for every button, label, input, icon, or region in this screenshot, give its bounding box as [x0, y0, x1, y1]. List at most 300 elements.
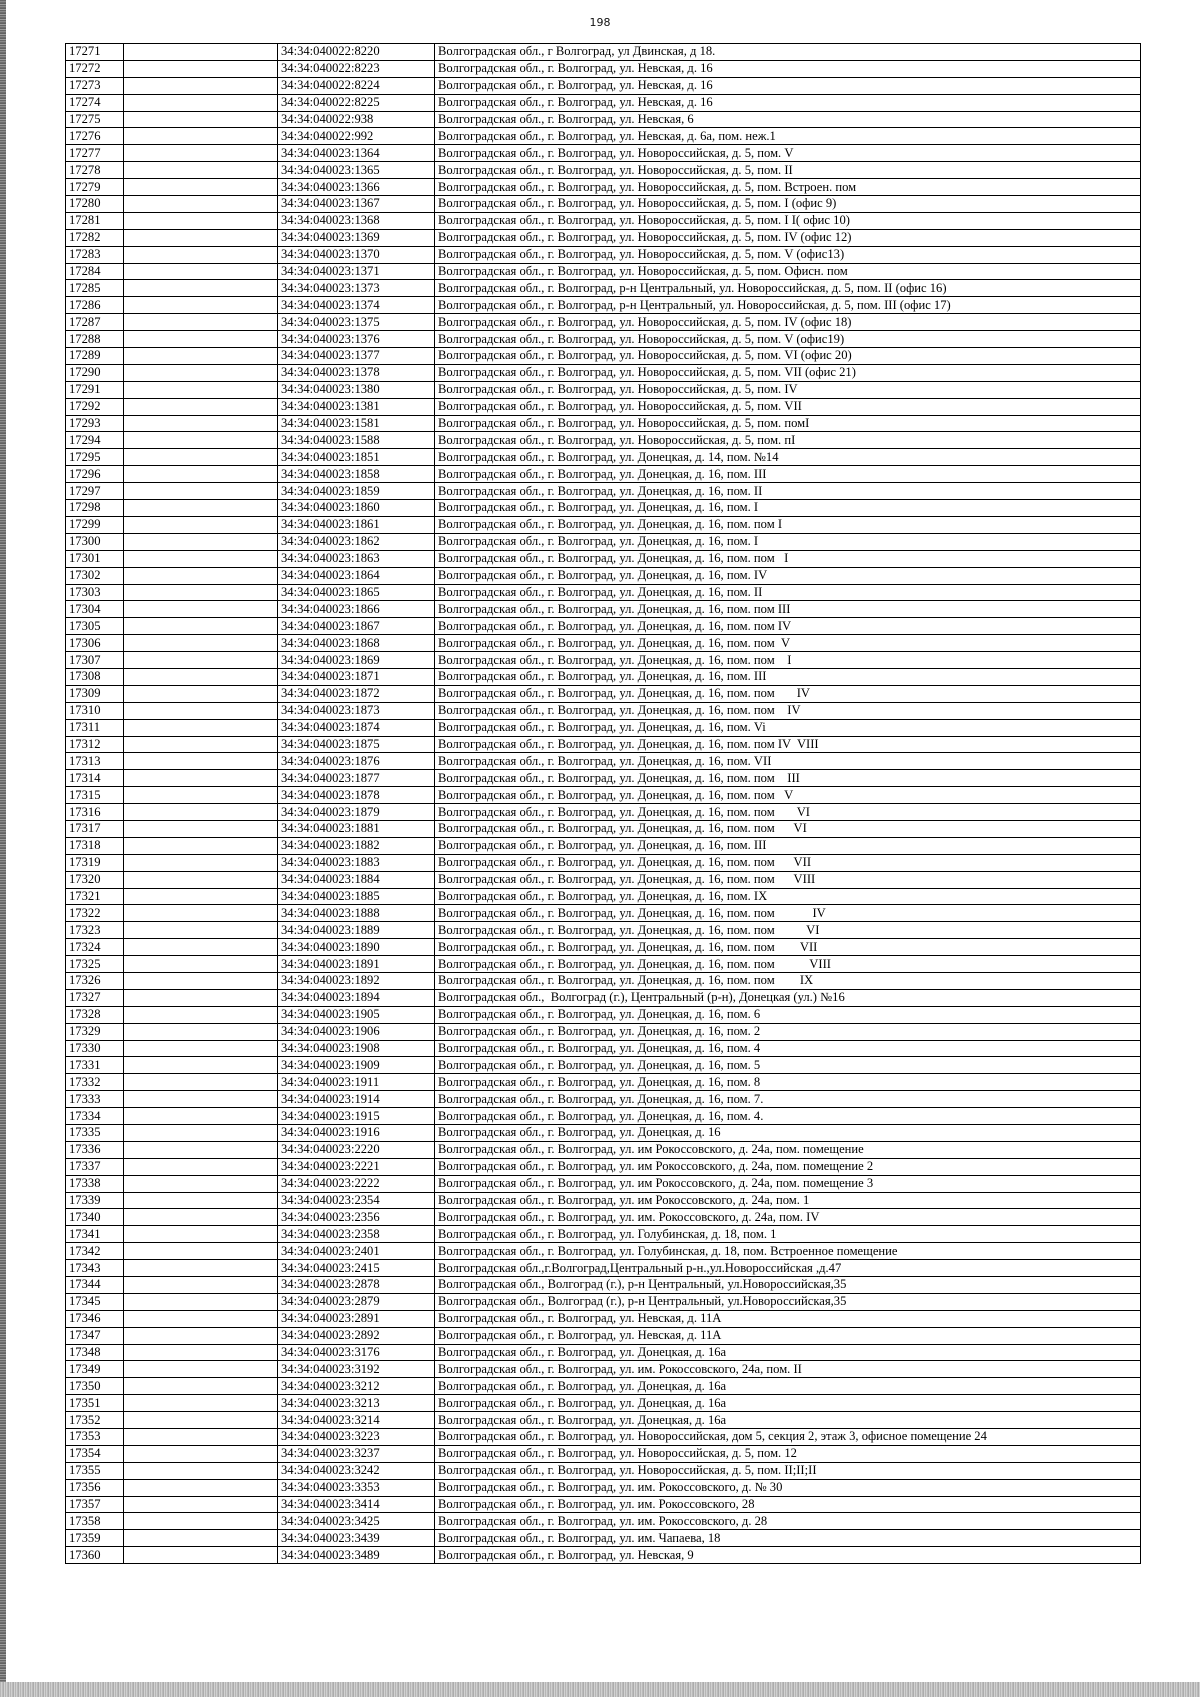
cadastral-number-cell: 34:34:040023:2892: [278, 1327, 435, 1344]
cadastral-number-cell: 34:34:040023:3192: [278, 1361, 435, 1378]
row-number-cell: 17302: [66, 567, 124, 584]
address-cell: Волгоградская обл., г. Волгоград, ул. Новороссийская, д. 5, пом. I I( офис 10): [435, 212, 1141, 229]
table-row: [66, 1310, 1141, 1327]
address-cell: Волгоградская обл., г. Волгоград, ул. Новороссийская, д. 5, пом. IV: [435, 381, 1141, 398]
cadastral-number-cell: 34:34:040023:1876: [278, 753, 435, 770]
cadastral-number-cell: 34:34:040023:1878: [278, 787, 435, 804]
row-number-cell: 17277: [66, 145, 124, 162]
row-number-cell: 17341: [66, 1226, 124, 1243]
row-number-cell: 17275: [66, 111, 124, 128]
cadastral-number-cell: 34:34:040023:1364: [278, 145, 435, 162]
row-number-cell: 17297: [66, 483, 124, 500]
empty-cell: [124, 1141, 278, 1158]
empty-cell: [124, 820, 278, 837]
table-row: [66, 702, 1141, 719]
table-row: [66, 111, 1141, 128]
cadastral-number-cell: 34:34:040023:1378: [278, 364, 435, 381]
address-cell: Волгоградская обл., г. Волгоград, ул. Донецкая, д. 16, пом. I: [435, 533, 1141, 550]
row-number-cell: 17331: [66, 1057, 124, 1074]
address-cell: Волгоградская обл., г. Волгоград, ул. им Рокоссовского, д. 24а, пом. помещение 3: [435, 1175, 1141, 1192]
table-row: [66, 297, 1141, 314]
row-number-cell: 17353: [66, 1429, 124, 1446]
cadastral-number-cell: 34:34:040022:8224: [278, 77, 435, 94]
empty-cell: [124, 668, 278, 685]
table-row: [66, 837, 1141, 854]
address-cell: Волгоградская обл., Волгоград (г.), р-н Центральный, ул.Новороссийская,35: [435, 1293, 1141, 1310]
address-cell: Волгоградская обл., г. Волгоград, ул. Донецкая, д. 16, пом. III: [435, 837, 1141, 854]
address-cell: Волгоградская обл., г. Волгоград, ул. им. Рокоссовского, д. № 30: [435, 1479, 1141, 1496]
table-row: [66, 668, 1141, 685]
empty-cell: [124, 196, 278, 213]
row-number-cell: 17328: [66, 1006, 124, 1023]
cadastral-number-cell: 34:34:040023:1882: [278, 837, 435, 854]
cadastral-number-cell: 34:34:040023:1370: [278, 246, 435, 263]
cadastral-number-cell: 34:34:040023:3439: [278, 1530, 435, 1547]
table-row: [66, 381, 1141, 398]
row-number-cell: 17286: [66, 297, 124, 314]
empty-cell: [124, 1496, 278, 1513]
cadastral-number-cell: 34:34:040023:1868: [278, 635, 435, 652]
address-cell: Волгоградская обл., г. Волгоград, ул. им Рокоссовского, д. 24а, пом. помещение 2: [435, 1158, 1141, 1175]
table-row: [66, 804, 1141, 821]
address-cell: Волгоградская обл., г. Волгоград, ул. Донецкая, д. 16, пом. Vi: [435, 719, 1141, 736]
table-row: [66, 94, 1141, 111]
cadastral-number-cell: 34:34:040023:1381: [278, 398, 435, 415]
scan-left-edge: [0, 0, 6, 1697]
row-number-cell: 17287: [66, 314, 124, 331]
row-number-cell: 17299: [66, 516, 124, 533]
cadastral-number-cell: 34:34:040023:1861: [278, 516, 435, 533]
row-number-cell: 17352: [66, 1412, 124, 1429]
address-cell: Волгоградская обл., г. Волгоград, ул. Новороссийская, д. 5, пом. помI: [435, 415, 1141, 432]
address-cell: Волгоградская обл., г. Волгоград, ул. Невская, д. 16: [435, 60, 1141, 77]
row-number-cell: 17348: [66, 1344, 124, 1361]
cadastral-number-cell: 34:34:040023:1871: [278, 668, 435, 685]
row-number-cell: 17317: [66, 820, 124, 837]
cadastral-number-cell: 34:34:040023:1909: [278, 1057, 435, 1074]
address-cell: Волгоградская обл., г. Волгоград, ул. Новороссийская, д. 5, пом. VI (офис 20): [435, 348, 1141, 365]
address-cell: Волгоградская обл., г. Волгоград, ул. Донецкая, д. 16, пом. пом III: [435, 601, 1141, 618]
row-number-cell: 17325: [66, 956, 124, 973]
empty-cell: [124, 1395, 278, 1412]
empty-cell: [124, 314, 278, 331]
cadastral-number-cell: 34:34:040023:1368: [278, 212, 435, 229]
row-number-cell: 17282: [66, 229, 124, 246]
empty-cell: [124, 1074, 278, 1091]
empty-cell: [124, 263, 278, 280]
table-row: [66, 989, 1141, 1006]
row-number-cell: 17343: [66, 1260, 124, 1277]
address-cell: Волгоградская обл., г. Волгоград, ул. Донецкая, д. 16, пом. III: [435, 668, 1141, 685]
table-row: [66, 364, 1141, 381]
table-row: [66, 1378, 1141, 1395]
table-row: [66, 550, 1141, 567]
empty-cell: [124, 1209, 278, 1226]
address-cell: Волгоградская обл., г. Волгоград, ул. Новороссийская, д. 5, пом. 12: [435, 1445, 1141, 1462]
table-row: [66, 956, 1141, 973]
address-cell: Волгоградская обл., г. Волгоград, ул. им Рокоссовского, д. 24а, пом. 1: [435, 1192, 1141, 1209]
cadastral-number-cell: 34:34:040023:1894: [278, 989, 435, 1006]
address-cell: Волгоградская обл., г. Волгоград, ул. Донецкая, д. 16а: [435, 1378, 1141, 1395]
cadastral-number-cell: 34:34:040023:1915: [278, 1108, 435, 1125]
cadastral-number-cell: 34:34:040023:1873: [278, 702, 435, 719]
cadastral-number-cell: 34:34:040023:3237: [278, 1445, 435, 1462]
row-number-cell: 17313: [66, 753, 124, 770]
cadastral-number-cell: 34:34:040023:1889: [278, 922, 435, 939]
address-cell: Волгоградская обл., г. Волгоград, ул. Новороссийская, д. 5, пом. IV (офис 12): [435, 229, 1141, 246]
address-cell: Волгоградская обл., г. Волгоград, ул. Донецкая, д. 16, пом. пом VII: [435, 939, 1141, 956]
empty-cell: [124, 60, 278, 77]
cadastral-number-cell: 34:34:040023:2354: [278, 1192, 435, 1209]
table-row: [66, 1412, 1141, 1429]
cadastral-number-cell: 34:34:040023:1884: [278, 871, 435, 888]
row-number-cell: 17329: [66, 1023, 124, 1040]
row-number-cell: 17305: [66, 618, 124, 635]
cadastral-number-cell: 34:34:040023:2401: [278, 1243, 435, 1260]
address-cell: Волгоградская обл., г. Волгоград, ул. им. Чапаева, 18: [435, 1530, 1141, 1547]
empty-cell: [124, 736, 278, 753]
empty-cell: [124, 972, 278, 989]
address-cell: Волгоградская обл., г. Волгоград, ул. им Рокоссовского, д. 24а, пом. помещение: [435, 1141, 1141, 1158]
empty-cell: [124, 145, 278, 162]
address-cell: Волгоградская обл., г. Волгоград, ул. Невская, д. 16: [435, 94, 1141, 111]
row-number-cell: 17300: [66, 533, 124, 550]
row-number-cell: 17279: [66, 179, 124, 196]
table-row: [66, 246, 1141, 263]
table-row: [66, 483, 1141, 500]
empty-cell: [124, 162, 278, 179]
row-number-cell: 17285: [66, 280, 124, 297]
address-cell: Волгоградская обл., г. Волгоград, ул. Новороссийская, д. 5, пом. Офисн. пом: [435, 263, 1141, 280]
empty-cell: [124, 956, 278, 973]
table-row: [66, 1277, 1141, 1294]
table-row: [66, 1395, 1141, 1412]
table-row: [66, 787, 1141, 804]
row-number-cell: 17311: [66, 719, 124, 736]
table-row: [66, 922, 1141, 939]
table-row: [66, 1344, 1141, 1361]
address-cell: Волгоградская обл., г. Волгоград, ул. Невская, д. 16: [435, 77, 1141, 94]
address-cell: Волгоградская обл., г. Волгоград, ул. Донецкая, д. 16, пом. пом VI: [435, 804, 1141, 821]
cadastral-number-cell: 34:34:040023:1872: [278, 685, 435, 702]
empty-cell: [124, 888, 278, 905]
cadastral-number-cell: 34:34:040022:938: [278, 111, 435, 128]
table-row: [66, 432, 1141, 449]
empty-cell: [124, 1158, 278, 1175]
empty-cell: [124, 1226, 278, 1243]
cadastral-number-cell: 34:34:040023:2878: [278, 1277, 435, 1294]
table-row: [66, 584, 1141, 601]
table-row: [66, 466, 1141, 483]
empty-cell: [124, 1091, 278, 1108]
row-number-cell: 17304: [66, 601, 124, 618]
row-number-cell: 17339: [66, 1192, 124, 1209]
empty-cell: [124, 297, 278, 314]
table-row: [66, 1547, 1141, 1564]
empty-cell: [124, 449, 278, 466]
address-cell: Волгоградская обл., г. Волгоград, ул. Донецкая, д. 16а: [435, 1344, 1141, 1361]
empty-cell: [124, 635, 278, 652]
cadastral-number-cell: 34:34:040023:2358: [278, 1226, 435, 1243]
table-row: [66, 212, 1141, 229]
cadastral-number-cell: 34:34:040023:3176: [278, 1344, 435, 1361]
empty-cell: [124, 652, 278, 669]
row-number-cell: 17318: [66, 837, 124, 854]
cadastral-number-cell: 34:34:040023:1375: [278, 314, 435, 331]
table-row: [66, 601, 1141, 618]
empty-cell: [124, 212, 278, 229]
table-row: [66, 1513, 1141, 1530]
row-number-cell: 17310: [66, 702, 124, 719]
cadastral-number-cell: 34:34:040023:1863: [278, 550, 435, 567]
cadastral-number-cell: 34:34:040023:1858: [278, 466, 435, 483]
address-cell: Волгоградская обл., г. Волгоград, ул. Донецкая, д. 16, пом. пом IX: [435, 972, 1141, 989]
row-number-cell: 17355: [66, 1462, 124, 1479]
cadastral-number-cell: 34:34:040023:1588: [278, 432, 435, 449]
empty-cell: [124, 246, 278, 263]
empty-cell: [124, 128, 278, 145]
table-row: [66, 1243, 1141, 1260]
address-cell: Волгоградская обл., г. Волгоград, ул. Донецкая, д. 16, пом. пом V: [435, 635, 1141, 652]
row-number-cell: 17272: [66, 60, 124, 77]
empty-cell: [124, 533, 278, 550]
row-number-cell: 17288: [66, 331, 124, 348]
row-number-cell: 17346: [66, 1310, 124, 1327]
empty-cell: [124, 398, 278, 415]
cadastral-number-cell: 34:34:040023:2220: [278, 1141, 435, 1158]
table-row: [66, 449, 1141, 466]
row-number-cell: 17315: [66, 787, 124, 804]
row-number-cell: 17306: [66, 635, 124, 652]
cadastral-number-cell: 34:34:040023:3242: [278, 1462, 435, 1479]
cadastral-number-cell: 34:34:040023:1908: [278, 1040, 435, 1057]
table-row: [66, 871, 1141, 888]
row-number-cell: 17326: [66, 972, 124, 989]
page-number: 198: [589, 16, 611, 29]
empty-cell: [124, 483, 278, 500]
address-cell: Волгоградская обл., г. Волгоград, ул. Донецкая, д. 16, пом. 5: [435, 1057, 1141, 1074]
table-row: [66, 939, 1141, 956]
empty-cell: [124, 1547, 278, 1564]
cadastral-number-cell: 34:34:040023:1916: [278, 1125, 435, 1142]
empty-cell: [124, 500, 278, 517]
address-cell: Волгоградская обл., г. Волгоград, ул. Донецкая, д. 16, пом. пом VI: [435, 922, 1141, 939]
empty-cell: [124, 1192, 278, 1209]
empty-cell: [124, 1277, 278, 1294]
empty-cell: [124, 854, 278, 871]
table-row: [66, 1445, 1141, 1462]
empty-cell: [124, 685, 278, 702]
table-row: [66, 635, 1141, 652]
table-row: [66, 1074, 1141, 1091]
table-row: [66, 1462, 1141, 1479]
table-row: [66, 1040, 1141, 1057]
cadastral-number-cell: 34:34:040023:1879: [278, 804, 435, 821]
table-row: [66, 196, 1141, 213]
row-number-cell: 17273: [66, 77, 124, 94]
row-number-cell: 17357: [66, 1496, 124, 1513]
table-row: [66, 348, 1141, 365]
empty-cell: [124, 1445, 278, 1462]
table-row: [66, 1260, 1141, 1277]
cadastral-number-cell: 34:34:040023:1914: [278, 1091, 435, 1108]
cadastral-number-cell: 34:34:040023:1883: [278, 854, 435, 871]
table-row: [66, 331, 1141, 348]
cadastral-number-cell: 34:34:040023:1380: [278, 381, 435, 398]
table-row: [66, 736, 1141, 753]
table-row: [66, 820, 1141, 837]
row-number-cell: 17324: [66, 939, 124, 956]
address-cell: Волгоградская обл., г. Волгоград, ул. Новороссийская, д. 5, пом. VII (офис 21): [435, 364, 1141, 381]
empty-cell: [124, 179, 278, 196]
empty-cell: [124, 1429, 278, 1446]
empty-cell: [124, 229, 278, 246]
address-cell: Волгоградская обл., г. Волгоград, ул. им. Рокоссовского, 24а, пом. II: [435, 1361, 1141, 1378]
row-number-cell: 17283: [66, 246, 124, 263]
table-row: [66, 1479, 1141, 1496]
address-cell: Волгоградская обл., г. Волгоград, ул. Донецкая, д. 16, пом. пом IV: [435, 905, 1141, 922]
address-cell: Волгоградская обл., г. Волгоград, ул. Донецкая, д. 16, пом. 7.: [435, 1091, 1141, 1108]
cadastral-number-cell: 34:34:040023:1860: [278, 500, 435, 517]
address-cell: Волгоградская обл., г. Волгоград, ул. Новороссийская, д. 5, пом. V (офис19): [435, 331, 1141, 348]
address-cell: Волгоградская обл., г. Волгоград, ул. им. Рокоссовского, 28: [435, 1496, 1141, 1513]
row-number-cell: 17296: [66, 466, 124, 483]
address-cell: Волгоградская обл., г. Волгоград, ул. Новороссийская, дом 5, секция 2, этаж 3, офисное помещение 24: [435, 1429, 1141, 1446]
empty-cell: [124, 381, 278, 398]
cadastral-number-cell: 34:34:040023:2221: [278, 1158, 435, 1175]
cadastral-number-cell: 34:34:040023:1376: [278, 331, 435, 348]
row-number-cell: 17294: [66, 432, 124, 449]
table-row: [66, 854, 1141, 871]
address-cell: Волгоградская обл., г. Волгоград, ул. Донецкая, д. 16, пом. II: [435, 584, 1141, 601]
cadastral-number-cell: 34:34:040023:3425: [278, 1513, 435, 1530]
empty-cell: [124, 1479, 278, 1496]
empty-cell: [124, 1057, 278, 1074]
cadastral-number-cell: 34:34:040023:1862: [278, 533, 435, 550]
address-cell: Волгоградская обл., Волгоград (г.), р-н Центральный, ул.Новороссийская,35: [435, 1277, 1141, 1294]
address-cell: Волгоградская обл., г. Волгоград, ул. Невская, д. 11А: [435, 1310, 1141, 1327]
address-cell: Волгоградская обл., г. Волгоград, ул. Донецкая, д. 16, пом. I: [435, 500, 1141, 517]
row-number-cell: 17360: [66, 1547, 124, 1564]
empty-cell: [124, 1293, 278, 1310]
row-number-cell: 17298: [66, 500, 124, 517]
empty-cell: [124, 1023, 278, 1040]
table-row: [66, 229, 1141, 246]
row-number-cell: 17323: [66, 922, 124, 939]
address-cell: Волгоградская обл., г. Волгоград, ул. Донецкая, д. 16, пом. пом IV: [435, 618, 1141, 635]
address-cell: Волгоградская обл., г Волгоград, ул Двинская, д 18.: [435, 44, 1141, 61]
cadastral-number-cell: 34:34:040023:1865: [278, 584, 435, 601]
row-number-cell: 17320: [66, 871, 124, 888]
cadastral-number-cell: 34:34:040023:3213: [278, 1395, 435, 1412]
empty-cell: [124, 1108, 278, 1125]
address-cell: Волгоградская обл., г. Волгоград, ул. Голубинская, д. 18, пом. 1: [435, 1226, 1141, 1243]
address-cell: Волгоградская обл., г. Волгоград, ул. Невская, д. 11А: [435, 1327, 1141, 1344]
row-number-cell: 17280: [66, 196, 124, 213]
empty-cell: [124, 939, 278, 956]
row-number-cell: 17350: [66, 1378, 124, 1395]
empty-cell: [124, 1310, 278, 1327]
table-row: [66, 1091, 1141, 1108]
row-number-cell: 17342: [66, 1243, 124, 1260]
empty-cell: [124, 1361, 278, 1378]
cadastral-number-cell: 34:34:040023:2879: [278, 1293, 435, 1310]
cadastral-number-cell: 34:34:040023:1885: [278, 888, 435, 905]
cadastral-number-cell: 34:34:040022:8220: [278, 44, 435, 61]
empty-cell: [124, 348, 278, 365]
cadastral-number-cell: 34:34:040023:1366: [278, 179, 435, 196]
row-number-cell: 17293: [66, 415, 124, 432]
cadastral-number-cell: 34:34:040023:2415: [278, 1260, 435, 1277]
cadastral-number-cell: 34:34:040023:2356: [278, 1209, 435, 1226]
empty-cell: [124, 44, 278, 61]
address-cell: Волгоградская обл., г. Волгоград, ул. Донецкая, д. 16, пом. пом VII: [435, 854, 1141, 871]
empty-cell: [124, 1344, 278, 1361]
cadastral-number-cell: 34:34:040023:3214: [278, 1412, 435, 1429]
address-cell: Волгоградская обл., г. Волгоград, ул. Донецкая, д. 16, пом. пом I: [435, 516, 1141, 533]
address-cell: Волгоградская обл., г. Волгоград, ул. Донецкая, д. 16, пом. IV: [435, 567, 1141, 584]
table-row: [66, 77, 1141, 94]
cadastral-number-cell: 34:34:040023:1367: [278, 196, 435, 213]
address-cell: Волгоградская обл., г. Волгоград, ул. Донецкая, д. 16, пом. пом I: [435, 652, 1141, 669]
row-number-cell: 17349: [66, 1361, 124, 1378]
empty-cell: [124, 702, 278, 719]
empty-cell: [124, 1412, 278, 1429]
row-number-cell: 17354: [66, 1445, 124, 1462]
cadastral-number-cell: 34:34:040023:1911: [278, 1074, 435, 1091]
address-cell: Волгоградская обл., г. Волгоград, ул. Невская, 6: [435, 111, 1141, 128]
row-number-cell: 17338: [66, 1175, 124, 1192]
row-number-cell: 17336: [66, 1141, 124, 1158]
address-cell: Волгоградская обл., г. Волгоград, ул. Голубинская, д. 18, пом. Встроенное помещение: [435, 1243, 1141, 1260]
row-number-cell: 17309: [66, 685, 124, 702]
address-cell: Волгоградская обл., г. Волгоград, р-н Центральный, ул. Новороссийская, д. 5, пом. III (офис 17): [435, 297, 1141, 314]
empty-cell: [124, 280, 278, 297]
address-cell: Волгоградская обл., г. Волгоград, ул. Донецкая, д. 16, пом. 4.: [435, 1108, 1141, 1125]
empty-cell: [124, 111, 278, 128]
row-number-cell: 17292: [66, 398, 124, 415]
address-cell: Волгоградская обл., г. Волгоград, ул. им. Рокоссовского, д. 28: [435, 1513, 1141, 1530]
address-cell: Волгоградская обл., г. Волгоград, ул. Новороссийская, д. 5, пом. IV (офис 18): [435, 314, 1141, 331]
address-cell: Волгоградская обл., г. Волгоград, ул. Донецкая, д. 16, пом. пом I: [435, 550, 1141, 567]
table-row: [66, 1006, 1141, 1023]
cadastral-number-cell: 34:34:040023:1377: [278, 348, 435, 365]
address-cell: Волгоградская обл., г. Волгоград, ул. Донецкая, д. 16, пом. 8: [435, 1074, 1141, 1091]
cadastral-number-cell: 34:34:040023:1365: [278, 162, 435, 179]
address-cell: Волгоградская обл., г. Волгоград, ул. Донецкая, д. 16, пом. пом V: [435, 787, 1141, 804]
empty-cell: [124, 989, 278, 1006]
row-number-cell: 17307: [66, 652, 124, 669]
cadastral-number-cell: 34:34:040023:1859: [278, 483, 435, 500]
row-number-cell: 17344: [66, 1277, 124, 1294]
table-row: [66, 1293, 1141, 1310]
row-number-cell: 17333: [66, 1091, 124, 1108]
row-number-cell: 17359: [66, 1530, 124, 1547]
table-row: [66, 1496, 1141, 1513]
empty-cell: [124, 1530, 278, 1547]
empty-cell: [124, 1040, 278, 1057]
row-number-cell: 17312: [66, 736, 124, 753]
table-row: [66, 162, 1141, 179]
empty-cell: [124, 331, 278, 348]
row-number-cell: 17274: [66, 94, 124, 111]
address-cell: Волгоградская обл., г. Волгоград, ул. Донецкая, д. 16, пом. пом VI: [435, 820, 1141, 837]
address-cell: Волгоградская обл., г. Волгоград, ул. Донецкая, д. 16, пом. 2: [435, 1023, 1141, 1040]
row-number-cell: 17278: [66, 162, 124, 179]
row-number-cell: 17271: [66, 44, 124, 61]
empty-cell: [124, 1327, 278, 1344]
table-row: [66, 1175, 1141, 1192]
